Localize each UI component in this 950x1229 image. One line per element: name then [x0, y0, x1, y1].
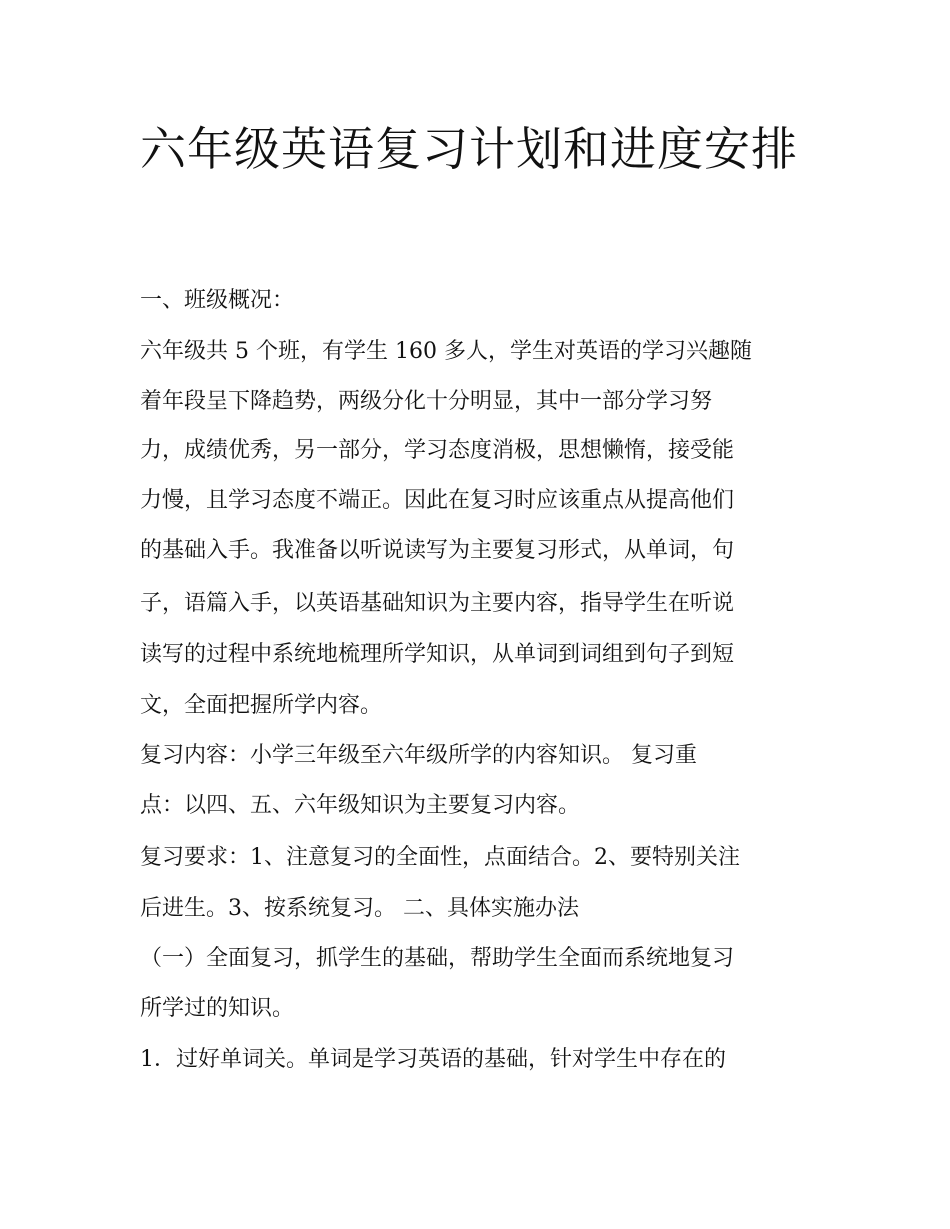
paragraph-line: 力，成绩优秀，另一部分，学习态度消极，思想懒惰，接受能	[140, 438, 735, 463]
paragraph-line: 力慢，且学习态度不端正。因此在复习时应该重点从提高他们	[140, 488, 735, 513]
section-heading-class-overview: 一、班级概况：	[140, 288, 295, 313]
review-requirements-line: 后进生。3、按系统复习。 二、具体实施办法	[140, 896, 579, 921]
paragraph-line: 子，语篇入手，以英语基础知识为主要内容，指导学生在听说	[140, 591, 735, 616]
subsection-line: （一）全面复习，抓学生的基础，帮助学生全面而系统地复习	[140, 946, 735, 971]
paragraph-line: 六年级共 5 个班，有学生 160 多人，学生对英语的学习兴趣随	[140, 339, 752, 364]
document-title: 六年级英语复习计划和进度安排	[140, 122, 798, 176]
review-focus-line: 点：以四、五、六年级知识为主要复习内容。	[140, 793, 581, 818]
review-requirements-line: 复习要求：1、注意复习的全面性，点面结合。2、要特别关注	[140, 845, 740, 870]
numbered-item-line: 1．过好单词关。单词是学习英语的基础，针对学生中存在的	[140, 1047, 726, 1072]
paragraph-line: 着年段呈下降趋势，两级分化十分明显，其中一部分学习努	[140, 389, 713, 414]
paragraph-line: 的基础入手。我准备以听说读写为主要复习形式，从单词，句	[140, 538, 735, 563]
subsection-line: 所学过的知识。	[140, 996, 295, 1021]
paragraph-line: 读写的过程中系统地梳理所学知识，从单词到词组到句子到短	[140, 642, 735, 667]
paragraph-line: 文，全面把握所学内容。	[140, 693, 383, 718]
review-content-line: 复习内容：小学三年级至六年级所学的内容知识。 复习重	[140, 743, 697, 768]
